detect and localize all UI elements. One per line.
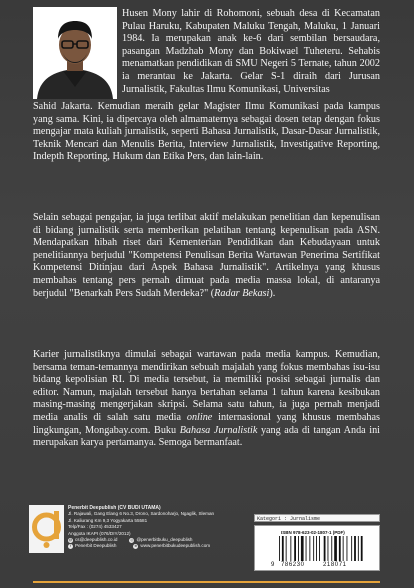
publisher-address-2: Jl. Kaliurang Km 9,3 Yogyakarta 55581 xyxy=(68,517,148,523)
publisher-name: Penerbit Deepublish (CV BUDI UTAMA) xyxy=(68,505,161,511)
barcode-left-digits: 786230 xyxy=(281,562,305,568)
career-text-1: Karier jurnalistiknya dimulai sebagai wartawan pada media kampus. Kemudian, bersama teman-temannya mendirikan sebuah majalah yang fokus membahas isu-isu bidang kepolisian RI. Di media tersebut, ia memiliki posisi sebagai jurnalis dan editor. Namun, majalah tersebut hanya bertahan selama 1 tahun karena kesibukan masing-masing mengerjakan skripsi. Selama satu tahun, ia juga pernah menjadi media analis di salah satu media xyxy=(33,349,380,423)
research-text: Selain sebagai pengajar, ia juga terlibat aktif melakukan penelitian dan kepenulisan di bidang jurnalistik serta memberikan pelatihan tentang kepenulisan pada ASN. Mendapatkan hibah riset dari Kementerian Pendidikan dan Kebudayaan untuk penelitiannya berjudul "Kompetensi Penulisan Berita Wartawan Penerima Sertifikat Kompetensi Ditinjau dari Aspek Bahasa Jurnalistik". Artikelnya yang khusus membahas tentang pers pernah dimuat pada media massa lokal, di antaranya berjudul "Benarkah Pers Sudah Merdeka?" ( xyxy=(33,212,380,299)
facebook-icon: f xyxy=(70,544,71,549)
isbn-number: ISBN 978-623-02-1807-1 (PDF) xyxy=(281,530,345,535)
publisher-instagram: @penerbitbuku_deepublish xyxy=(136,537,193,543)
career-italic-book: Bahasa Jurnalistik xyxy=(179,424,258,436)
publisher-email: cs@deepublish.co.id xyxy=(75,537,118,543)
email-icon: @ xyxy=(68,537,73,542)
publisher-contacts-2 xyxy=(68,543,258,549)
footer-accent-bar xyxy=(33,581,380,583)
publisher-address-1: Jl. Rajawali, Gang Elang 6 No.3, Drono, Sardonoharjo, Ngaglik, Sleman xyxy=(68,511,215,517)
publisher-facebook: Penerbit Deepublish xyxy=(75,543,117,549)
publisher-ikapi: Anggota IKAPI (076/DIY/2012) xyxy=(68,530,131,536)
publisher-phone: Telp/Fax : (0274) 4533427 xyxy=(68,524,122,530)
barcode-right-digits: 218071 xyxy=(323,562,347,568)
barcode-first-digit: 9 xyxy=(271,562,275,568)
research-paragraph xyxy=(33,212,380,300)
research-end: ). xyxy=(269,287,276,299)
author-photo xyxy=(33,7,117,99)
author-bio-bottom: Sahid Jakarta. Kemudian meraih gelar Magister Ilmu Komunikasi pada kampus yang sama. Kini, ia dipercaya oleh almamaternya sebagai dosen tetap dengan fokus mengajar mata kuliah jurnalistik, seperti Bahasa Jurnalistik, Dasar-Dasar Jurnalistik, Teknik Mencari dan Menulis Berita, Interview Jurnalistik, Investigative Reporting, Indepth Reporting, Hukum dan Etika Pers, dan lain-lain. xyxy=(33,101,380,163)
career-text-2: internasional yang khusus membahas lingkungan, Mongabay.com. Buku xyxy=(33,411,380,436)
isbn-barcode-box xyxy=(254,525,380,571)
instagram-icon: ◎ xyxy=(130,537,134,542)
career-italic-online: online xyxy=(186,411,213,423)
career-text-3: yang ada di tangan Anda ini merupakan karya pertamanya. Semoga bermanfaat. xyxy=(33,424,381,449)
barcode xyxy=(279,536,363,561)
publisher-website: www.penerbitbukudeepublish.com xyxy=(140,543,211,549)
research-italic: Radar Bekasi xyxy=(214,287,270,299)
category-label: Kategori : Jurnalisme xyxy=(254,514,380,522)
publisher-logo xyxy=(29,505,64,553)
publisher-info xyxy=(68,505,258,550)
career-paragraph xyxy=(33,349,380,450)
author-bio-top: Husen Mony lahir di Rohomoni, sebuah desa di Kecamatan Pulau Haruku, Kabupaten Maluku Tengah, Maluku, 1 Januari 1984. Ia merupakan anak ke-6 dari sembilan bersaudara, pasangan Madzhab Mony dan Bokiwael Tuheteru. Sehabis menamatkan pendidikan di SMU Negeri 5 Ternate, tahun 2002 ia merantau ke Jakarta. Gelar S-1 diraih dari Jurusan Jurnalistik, Fakultas Ilmu Komunikasi, Universitas xyxy=(122,8,380,95)
globe-icon: ⊕ xyxy=(134,544,138,549)
